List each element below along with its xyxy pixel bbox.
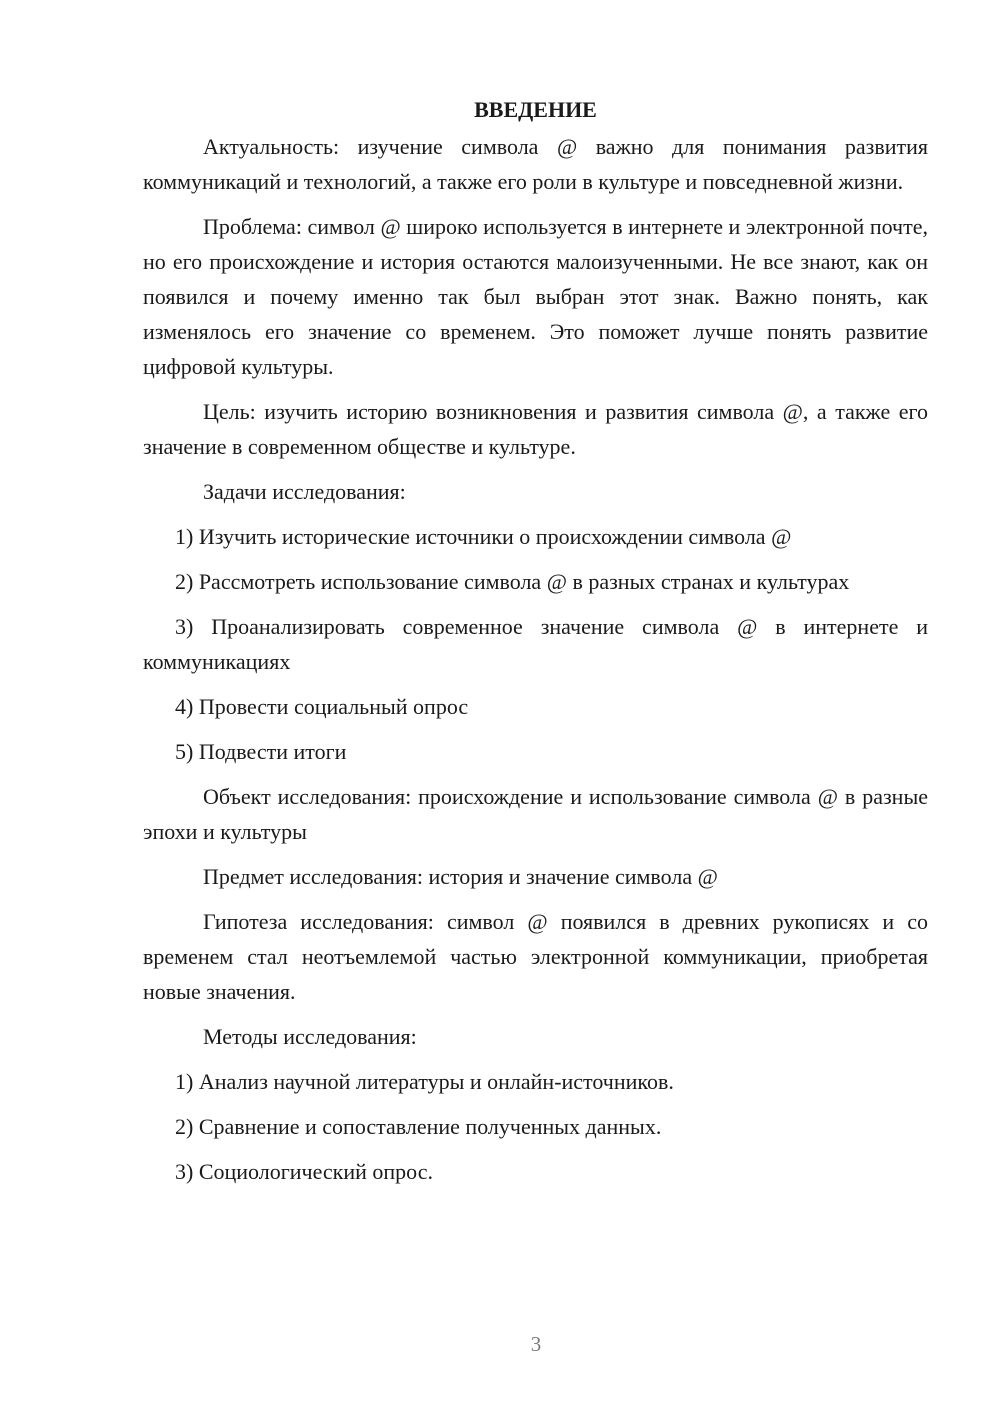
list-item: 2) Рассмотреть использование символа @ в разных странах и культурах [175, 569, 850, 594]
list-item: 2) Сравнение и сопоставление полученных данных. [175, 1114, 662, 1139]
relevance-paragraph: Актуальность: изучение символа @ важно для понимания развития коммуникаций и технологий, а также его роли в культуре и повседневной жизни. [143, 134, 928, 194]
methods-list [143, 1064, 928, 1189]
list-item: 1) Анализ научной литературы и онлайн-источников. [175, 1069, 674, 1094]
object-paragraph: Объект исследования: происхождение и использование символа @ в разные эпохи и культуры [143, 784, 928, 844]
hypothesis-paragraph: Гипотеза исследования: символ @ появился в древних рукописях и со временем стал неотъемлемой частью электронной коммуникации, приобретая новые значения. [143, 909, 928, 1004]
list-item: 3) Проанализировать современное значение символа @ в интернете и коммуникациях [143, 614, 928, 674]
tasks-heading: Задачи исследования: [203, 479, 406, 504]
list-item: 3) Социологический опрос. [175, 1159, 433, 1184]
list-item: 1) Изучить исторические источники о происхождении символа @ [175, 524, 792, 549]
problem-paragraph: Проблема: символ @ широко используется в интернете и электронной почте, но его происхождение и история остаются малоизученными. Не все знают, как он появился и почему именно так был выбран этот знак. Важно понять, как изменялось его значение со временем. Это поможет лучше понять развитие цифровой культуры. [143, 214, 928, 379]
page-title: ВВЕДЕНИЕ [474, 97, 597, 122]
goal-paragraph: Цель: изучить историю возникновения и развития символа @, а также его значение в современном обществе и культуре. [143, 399, 928, 459]
document-body [143, 92, 928, 1199]
page-number: 3 [530, 1332, 542, 1356]
methods-heading: Методы исследования: [203, 1024, 417, 1049]
tasks-list [143, 519, 928, 769]
list-item: 5) Подвести итоги [175, 739, 347, 764]
list-item: 4) Провести социальный опрос [175, 694, 469, 719]
subject-paragraph: Предмет исследования: история и значение символа @ [203, 864, 718, 889]
